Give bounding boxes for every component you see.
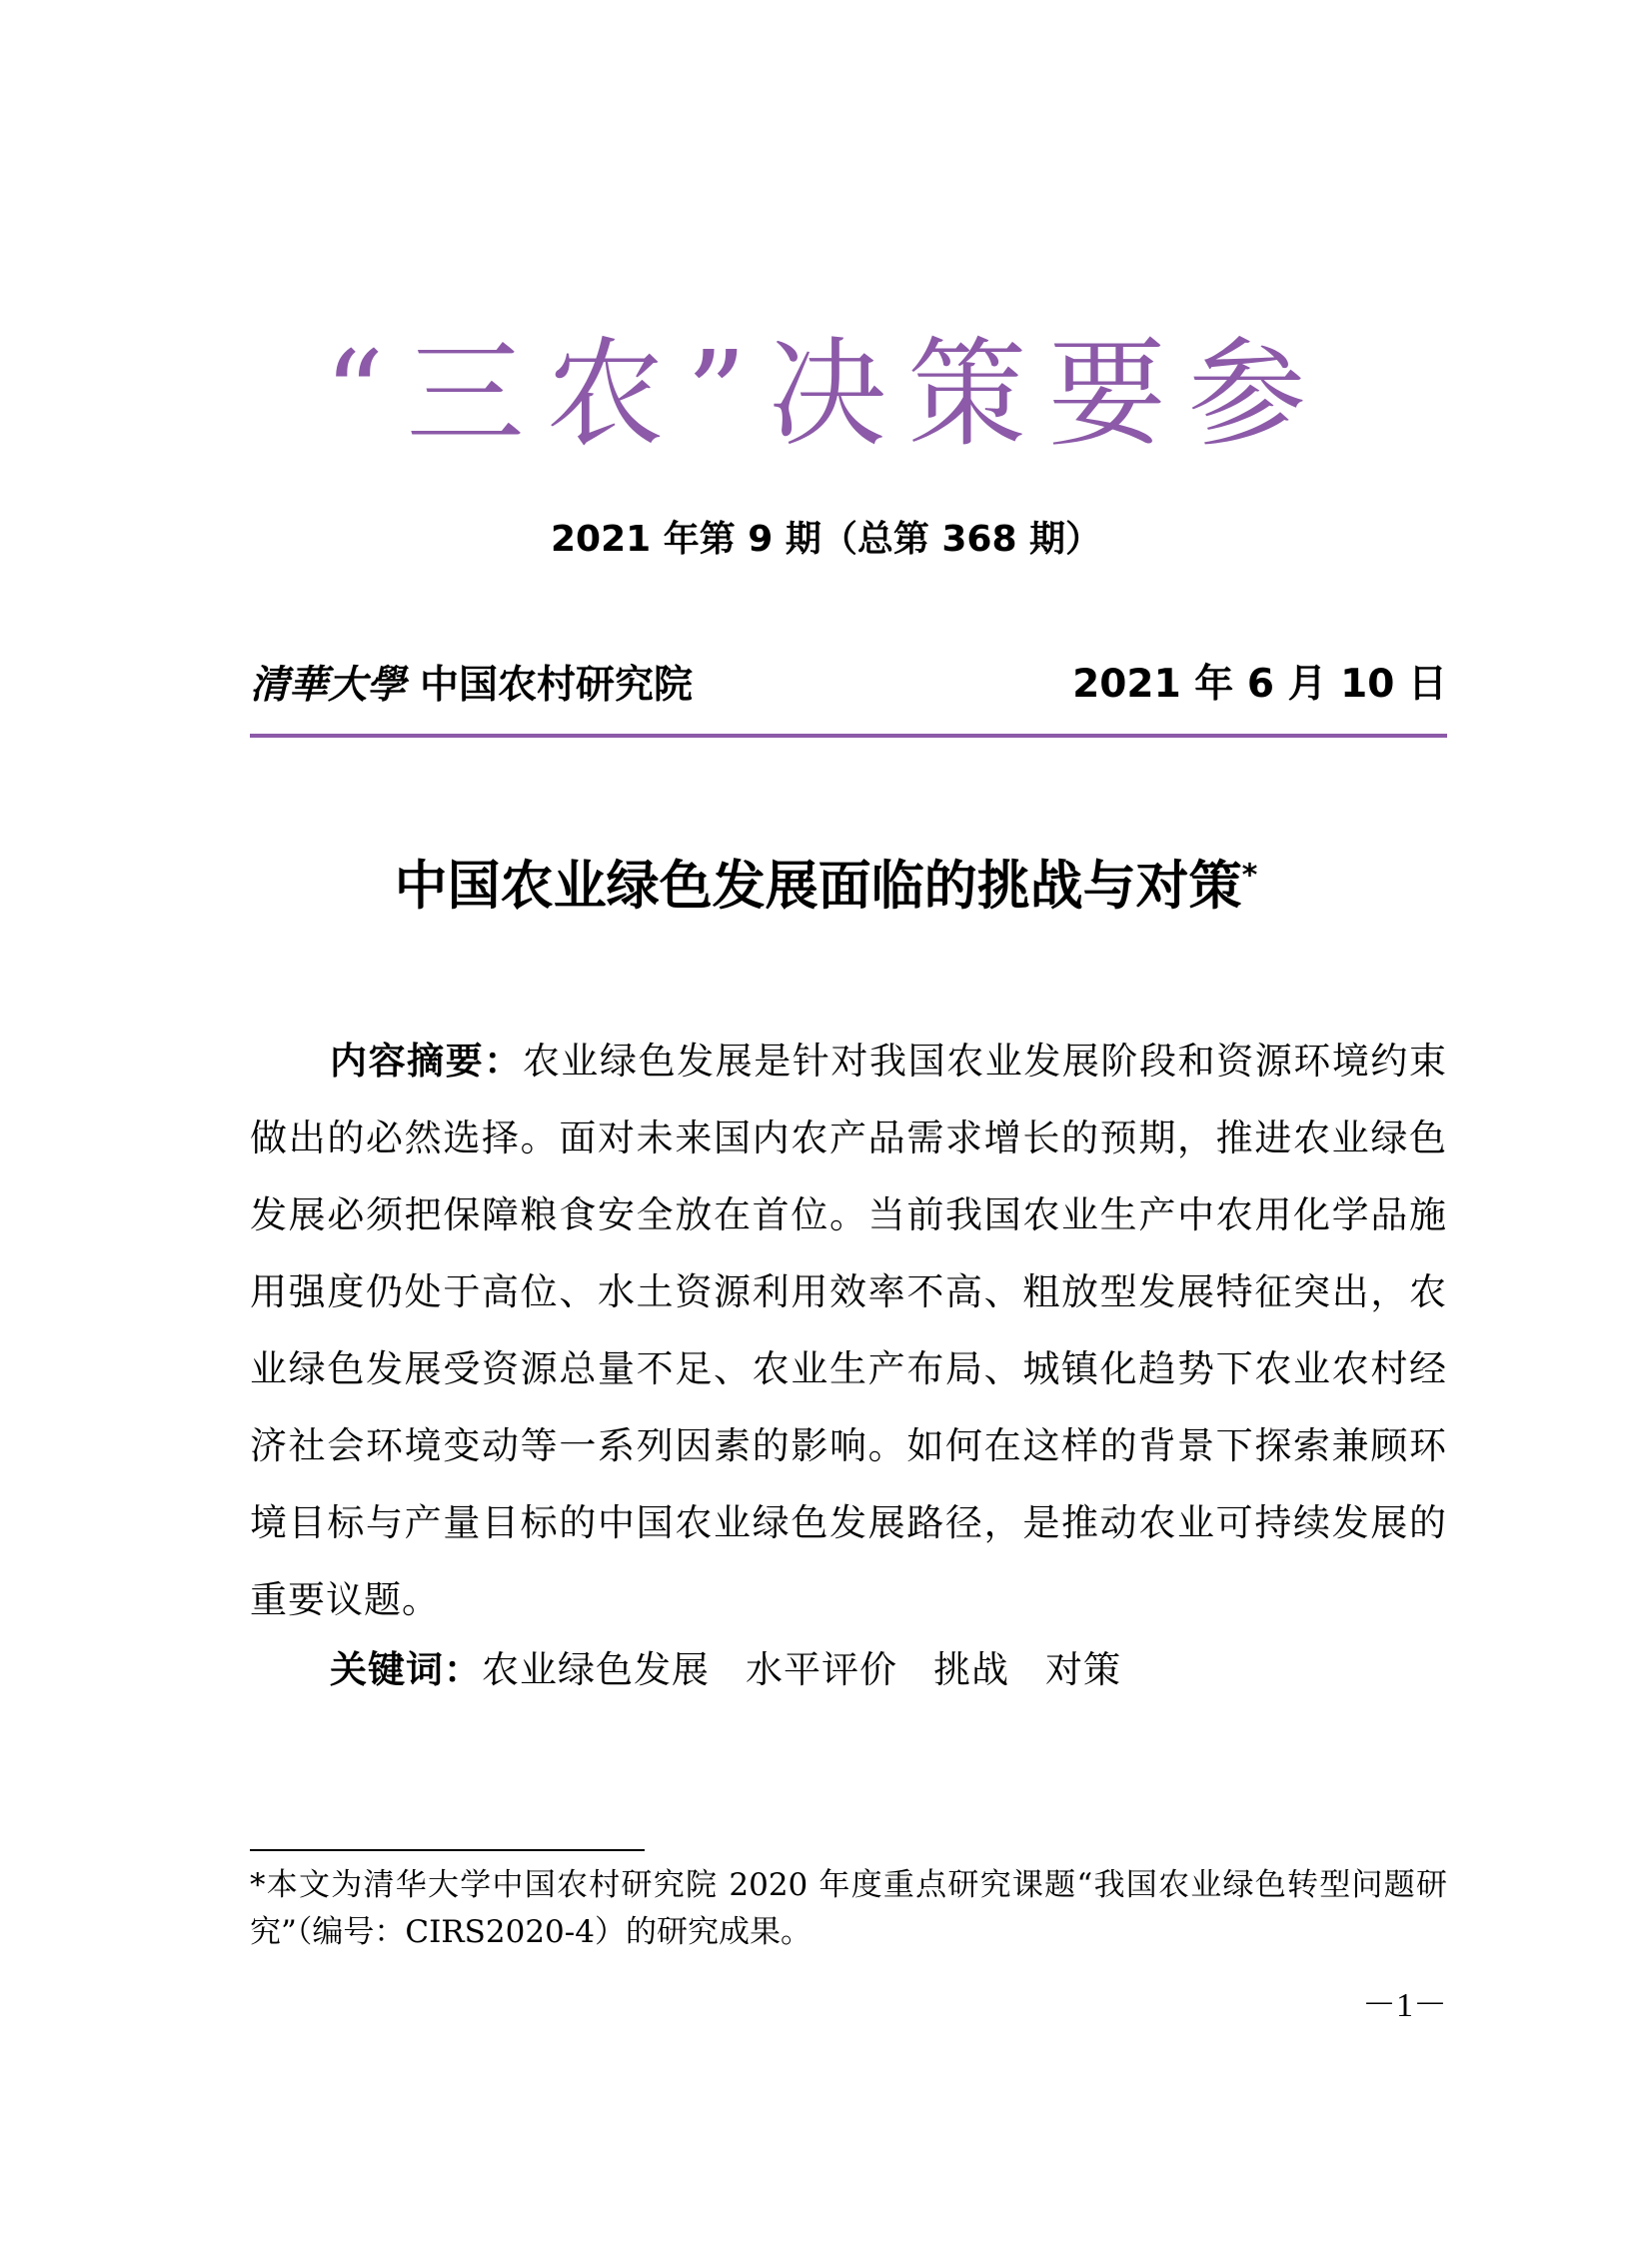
header-divider [250, 734, 1447, 738]
article-title [0, 855, 1652, 919]
footnote-divider [250, 1849, 645, 1851]
keyword: 挑战 [933, 1648, 1009, 1691]
abstract-paragraph [250, 1023, 1447, 1638]
institute-name: 中国农村研究院 [420, 663, 694, 708]
keyword: 农业绿色发展 [482, 1648, 710, 1691]
publication-masthead: “三农”决策要参 [324, 325, 1328, 463]
footnote-marker: * [1241, 858, 1258, 894]
article-title-text: 中国农业绿色发展面临的挑战与对策 [394, 856, 1242, 917]
header-row [250, 660, 1447, 710]
abstract-label: 内容摘要： [330, 1040, 523, 1083]
keyword: 水平评价 [746, 1648, 897, 1691]
page-number: －1－ [1362, 1987, 1447, 2024]
footnote: *本文为清华大学中国农村研究院 2020 年度重点研究课题“我国农业绿色转型问题研究”（编号：CIRS2020-4）的研究成果。 [250, 1867, 1447, 1950]
keywords-line [330, 1631, 1157, 1708]
publisher [250, 660, 693, 711]
keyword: 对策 [1045, 1648, 1121, 1691]
keywords-label: 关键词： [330, 1648, 482, 1691]
publication-date: 2021 年 6 月 10 日 [1072, 662, 1447, 707]
issue-number: 2021 年第 9 期（总第 368 期） [550, 519, 1102, 560]
abstract-text: 农业绿色发展是针对我国农业发展阶段和资源环境约束做出的必然选择。面对未来国内农产品需求增长的预期，推进农业绿色发展必须把保障粮食安全放在首位。当前我国农业生产中农用化学品施用强度仍处于高位、水土资源利用效率不高、粗放型发展特征突出，农业绿色发展受资源总量不足、农业生产布局、城镇化趋势下农业农村经济社会环境变动等一系列因素的影响。如何在这样的背景下探索兼顾环境目标与产量目标的中国农业绿色发展路径，是推动农业可持续发展的重要议题。 [250, 1040, 1448, 1621]
university-logo-text: 清華大學 [250, 662, 407, 708]
